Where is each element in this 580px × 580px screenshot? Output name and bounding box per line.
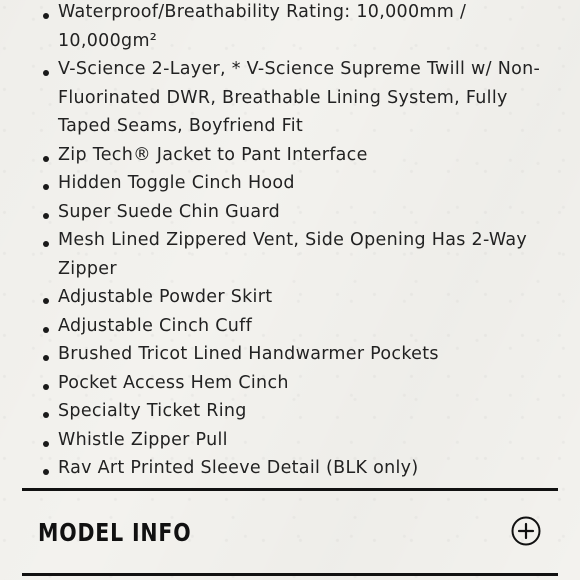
- feature-item: [40, 141, 555, 170]
- feature-text: Super Suede Chin Guard: [58, 201, 281, 222]
- bullet-icon: [43, 184, 49, 190]
- bullet-icon: [43, 298, 49, 304]
- feature-item: [40, 397, 555, 426]
- feature-text: Rav Art Printed Sleeve Detail (BLK only): [58, 458, 419, 478]
- feature-item: [40, 55, 555, 141]
- feature-text: Zip Tech® Jacket to Pant Interface: [58, 144, 368, 165]
- feature-item: [40, 369, 555, 398]
- plus-circle-icon[interactable]: [511, 516, 541, 546]
- bullet-icon: [43, 384, 49, 390]
- bullet-icon: [43, 441, 49, 447]
- bullet-icon: [43, 13, 49, 19]
- bullet-icon: [43, 241, 49, 247]
- bullet-icon: [43, 70, 49, 76]
- feature-item: [40, 340, 555, 369]
- feature-item: [40, 283, 555, 312]
- feature-item: [40, 198, 555, 227]
- feature-text: Pocket Access Hem Cinch: [58, 372, 289, 393]
- feature-text: Adjustable Powder Skirt: [58, 287, 273, 307]
- feature-text: Hidden Toggle Cinch Hood: [58, 173, 295, 193]
- feature-item: [40, 454, 555, 483]
- bullet-icon: [43, 469, 49, 475]
- bullet-icon: [43, 213, 49, 219]
- feature-list: [40, 0, 555, 483]
- accordion-title: MODEL INFO: [38, 518, 192, 547]
- feature-text: Mesh Lined Zippered Vent, Side Opening Has 2-Way Zipper: [58, 230, 528, 279]
- bullet-icon: [43, 327, 49, 333]
- divider-bottom: [22, 573, 558, 576]
- feature-text: Adjustable Cinch Cuff: [58, 315, 253, 336]
- feature-item: [40, 426, 555, 455]
- feature-text: V-Science 2-Layer, * V-Science Supreme Twill w/ Non-Fluorinated DWR, Breathable Lining System, Fully Taped Seams, Boyfriend Fit: [58, 59, 541, 136]
- feature-text: Waterproof/Breathability Rating: 10,000mm / 10,000gm²: [58, 2, 467, 51]
- feature-text: Whistle Zipper Pull: [58, 429, 228, 450]
- model-info-accordion-toggle[interactable]: [22, 491, 558, 573]
- feature-item: [40, 0, 555, 55]
- feature-text: Specialty Ticket Ring: [58, 401, 247, 421]
- bullet-icon: [43, 412, 49, 418]
- bullet-icon: [43, 156, 49, 162]
- feature-item: [40, 312, 555, 341]
- feature-item: [40, 226, 555, 283]
- feature-item: [40, 169, 555, 198]
- feature-text: Brushed Tricot Lined Handwarmer Pockets: [58, 344, 439, 364]
- bullet-icon: [43, 355, 49, 361]
